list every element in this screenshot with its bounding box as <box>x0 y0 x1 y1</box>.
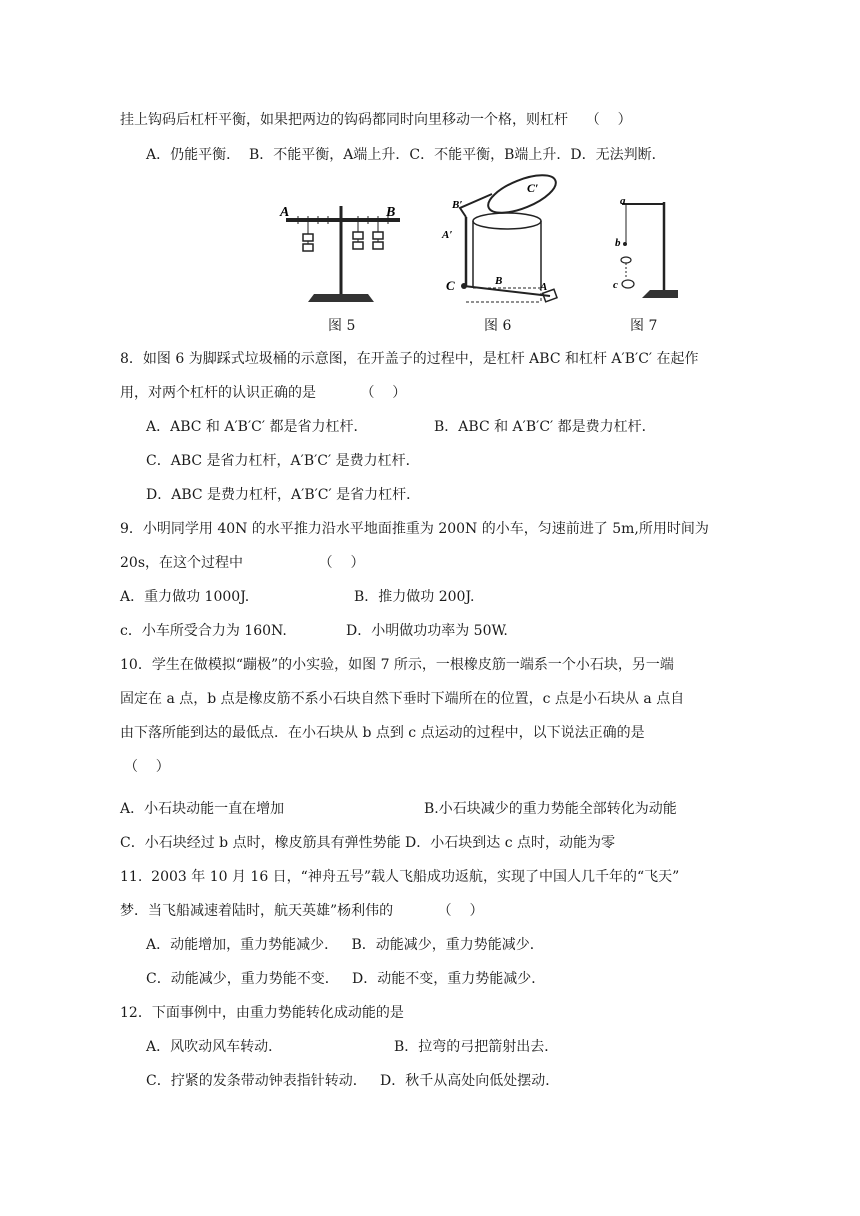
figure-5-caption: 图 5 <box>328 318 356 334</box>
fig5-label-b: B <box>386 205 396 220</box>
fig6-label-c: C <box>446 278 455 293</box>
fig6-label-b: B <box>495 275 503 287</box>
question-10-stem-line-2: 固定在 a 点，b 点是橡皮筋不系小石块自然下垂时下端所在的位置，c 点是小石块从 a 点自 <box>120 691 685 707</box>
question-11-options-ab: A．动能增加，重力势能减少． B．动能减少，重力势能减少． <box>146 937 544 953</box>
question-8-option-a: A．ABC 和 A′B′C′ 都是省力杠杆． <box>146 419 368 435</box>
question-12-option-a: A．风吹动风车转动． <box>146 1039 283 1055</box>
question-10-answer-paren: （ ） <box>124 759 170 775</box>
question-9-option-c: c．小车所受合力为 160N. <box>120 623 287 639</box>
fig7-label-a: a <box>620 196 626 207</box>
question-10-options-cd: C．小石块经过 b 点时，橡皮筋具有弹性势能 D．小石块到达 c 点时，动能为零 <box>120 835 615 851</box>
figure-6-caption: 图 6 <box>484 318 512 334</box>
question-12-stem: 12．下面事例中，由重力势能转化成动能的是 <box>120 1005 404 1021</box>
question-8-stem-line-1: 8．如图 6 为脚踩式垃圾桶的示意图，在开盖子的过程中，是杠杆 ABC 和杠杆 A′B′C′ 在起作 <box>120 351 699 367</box>
question-12-options-cd: C．拧紧的发条带动钟表指针转动． D．秋千从高处向低处摆动． <box>146 1073 560 1089</box>
question-8-stem-line-2: 用，对两个杠杆的认识正确的是 （ ） <box>120 385 407 401</box>
fig6-label-a: A <box>540 281 548 293</box>
question-11-stem-line-2: 梦．当飞船减速着陆时，航天英雄”杨利伟的 （ ） <box>120 903 484 919</box>
question-12-option-b: B．拉弯的弓把箭射出去． <box>394 1039 559 1055</box>
question-10-option-a: A．小石块动能一直在增加 <box>120 801 285 817</box>
question-8-option-d: D．ABC 是费力杠杆，A′B′C′ 是省力杠杆． <box>146 487 421 503</box>
figure-6-trash-bin <box>440 172 565 310</box>
question-9-stem-line-2: 20s，在这个过程中 （ ） <box>120 555 365 571</box>
fig6-label-b-prime: B′ <box>452 199 463 211</box>
question-9-option-d: D．小明做功功率为 50W. <box>346 623 508 639</box>
question-10-option-b: B.小石块减少的重力势能全部转化为动能 <box>424 801 677 817</box>
figure-7-bungee-model <box>608 196 680 304</box>
fig7-label-c: c <box>613 279 618 291</box>
fig6-label-c-prime: C′ <box>527 181 539 195</box>
fig5-label-a: A <box>280 205 290 220</box>
question-7-intro: 挂上钩码后杠杆平衡，如果把两边的钩码都同时向里移动一个格，则杠杆 （ ） <box>120 112 632 128</box>
question-8-option-b: B．ABC 和 A′B′C′ 都是费力杠杆． <box>434 419 656 435</box>
question-9-option-b: B．推力做功 200J. <box>354 589 475 605</box>
question-8-option-c: C．ABC 是省力杠杆，A′B′C′ 是费力杠杆． <box>146 453 420 469</box>
figure-5-lever <box>278 198 408 306</box>
fig7-label-b: b <box>615 237 621 249</box>
fig6-label-a-prime: A′ <box>442 229 453 241</box>
question-11-stem-line-1: 11. 2003 年 10 月 16 日，“神舟五号”载人飞船成功返航，实现了中国人几千年的“飞天” <box>120 869 680 885</box>
question-9-stem-line-1: 9．小明同学用 40N 的水平推力沿水平地面推重为 200N 的小车，匀速前进了 5m,所用时间为 <box>120 521 709 537</box>
question-10-stem-line-1: 10．学生在做模拟“蹦极”的小实验，如图 7 所示，一根橡皮筋一端系一个小石块，另一端 <box>120 657 674 673</box>
question-7-options: A．仍能平衡． B．不能平衡，A端上升．C．不能平衡，B端上升．D．无法判断． <box>146 147 666 163</box>
question-9-option-a: A．重力做功 1000J. <box>120 589 250 605</box>
question-10-stem-line-3: 由下落所能到达的最低点．在小石块从 b 点到 c 点运动的过程中，以下说法正确的是 <box>120 725 645 741</box>
figure-7-caption: 图 7 <box>630 318 658 334</box>
question-11-options-cd: C．动能减少，重力势能不变． D．动能不变，重力势能减少． <box>146 971 546 987</box>
